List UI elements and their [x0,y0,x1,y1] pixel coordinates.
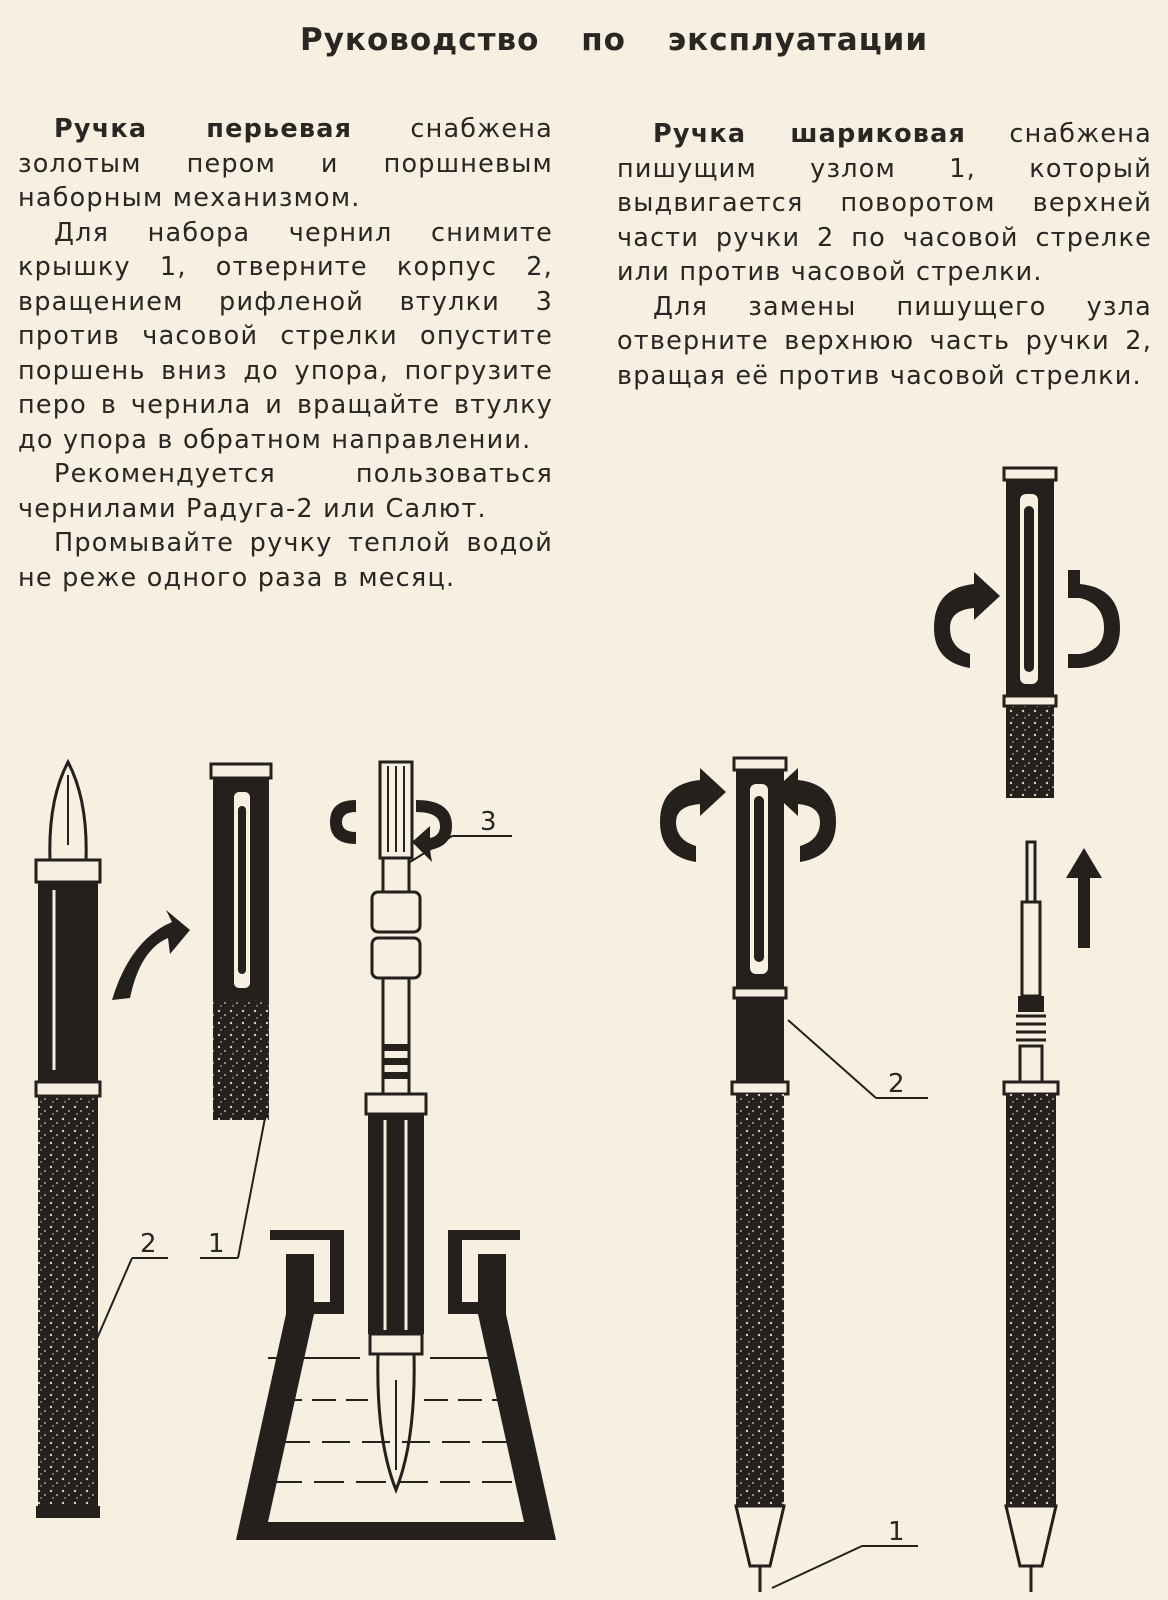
rotate-left-arrow-icon [934,572,1000,668]
callout-label-top: 2 [888,1069,905,1099]
inkwell-right-neck [448,1230,520,1314]
rotate-right-arrow-icon [412,800,452,862]
callout-label-refill: 1 [888,1517,905,1547]
ballpoint-intro-text: снабжена пишущим узлом 1, который выдвигается поворотом верхней части ручки 2 по часовой стрелке или против часовой стрелки. [617,119,1152,287]
ballpoint-pen-top-part [934,468,1120,798]
fountain-pen-filling [236,762,556,1540]
rotate-right-arrow-icon [1068,570,1120,668]
rotate-left-arrow-icon [330,800,356,844]
fountain-paragraph-2: Для набора чернил снимите крышку 1, отверните корпус 2, вращением рифленой втулки 3 против часовой стрелки опустите поршень вниз до упора, погрузите перо в чернила и вращайте втулку до упора в обратном направлении. [18,217,553,455]
ballpoint-pen-assembled [660,758,836,1592]
callout-label-body: 2 [140,1229,157,1259]
ballpoint-pen-refill [1004,842,1058,1592]
fountain-intro-text: снабжена золотым пером и поршневым наборным механизмом. [18,114,553,213]
fountain-pen-assembled [36,762,100,1518]
callout-label-cap: 1 [208,1229,225,1259]
fountain-pen-cap [211,764,271,1120]
inkwell-left-neck [270,1230,344,1314]
ballpoint-heading: Ручка шариковая [653,119,967,149]
fountain-heading: Ручка перьевая [54,114,353,144]
fountain-paragraph-3: Рекомендуется пользоваться чернилами Радуга-2 или Салют. [18,459,553,524]
up-arrow-icon [1066,848,1102,948]
callout-label-sleeve: 3 [480,807,497,837]
fountain-paragraph-4: Промывайте ручку теплой водой не реже одного раза в месяц. [18,528,553,593]
rotate-left-arrow-icon [660,768,726,862]
curved-arrow-icon [112,910,190,1000]
page-title: Руководство по эксплуатации [300,22,929,58]
ballpoint-paragraph-2: Для замены пишущего узла отверните верхнюю часть ручки 2, вращая её против часовой стрелки. [617,291,1152,391]
